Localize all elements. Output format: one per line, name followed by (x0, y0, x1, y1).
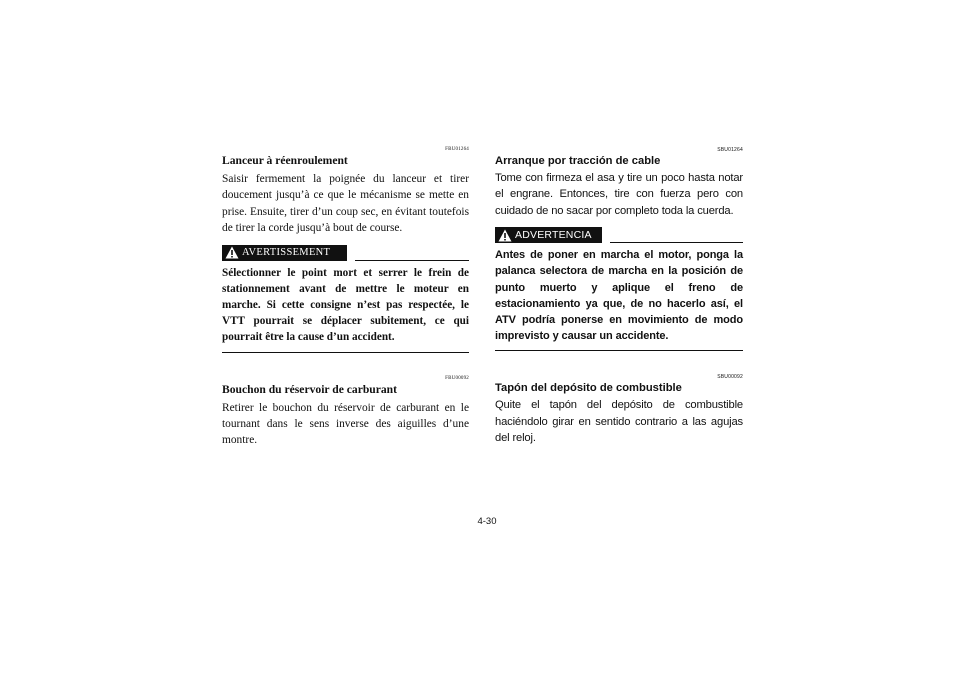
section-code: SBU00092 (717, 374, 743, 381)
section-2 (222, 375, 469, 449)
section-body: Quite el tapón del depósito de combustible haciéndolo girar en sentido contrario a las agujas del reloj. (495, 399, 743, 445)
warning-label: AVERTISSEMENT (242, 247, 331, 259)
warning-rule (355, 260, 469, 261)
warning-triangle-icon (225, 246, 239, 259)
section-body: Tome con firmeza el asa y tire un poco hasta notar el engrane. Entonces, tire con fuerza pero con cuidado de no sacar por completo toda la cuerda. (495, 172, 743, 217)
warning-triangle-icon (498, 229, 512, 242)
section-body: Retirer le bouchon du réservoir de carburant en le tournant dans le sens inverse des aiguilles d’une montre. (222, 401, 469, 447)
warning-label-box (495, 227, 602, 243)
warning-rule (610, 242, 743, 243)
section-2 (495, 373, 743, 446)
french-column (222, 146, 469, 449)
section-code: SBU01264 (717, 147, 743, 153)
section-title: Bouchon du réservoir de carburant (222, 382, 397, 396)
section-title: Lanceur à réenroulement (222, 154, 348, 167)
warning-text: Antes de poner en marcha el motor, ponga la palanca selectora de marcha en la posición de punto muerto y aplique el freno de estacionamiento ya que, de no hacerlo así, el ATV podría ponerse en movimiento de modo imprevisto y causar un accidente. (495, 249, 743, 343)
warning-header (495, 226, 743, 243)
section-code: FBU00092 (445, 375, 469, 381)
section-title: Arranque por tracción de cable (495, 155, 661, 167)
warning-text: Sélectionner le point mort et serrer le frein de stationnement avant de mettre le moteur en marche. Si cette consigne n’est pas respectée, le VTT pourrait se déplacer subitement, ce qui pourrait être la cause d’un accident. (222, 266, 469, 344)
section-code: FBU01264 (445, 147, 469, 152)
warning-label: ADVERTENCIA (515, 229, 592, 242)
section-body: Saisir fermement la poignée du lanceur et tirer doucement jusqu’à ce que le mécanisme se mette en prise. Ensuite, tirer d’un coup sec, en évitant toutefois de tirer la corde jusqu’à bout de course. (222, 173, 469, 235)
warning-end-rule (495, 350, 743, 351)
section-title: Tapón del depósito de combustible (495, 382, 682, 395)
spanish-column (495, 146, 743, 447)
warning-label-box (222, 245, 347, 261)
warning-header (222, 244, 469, 261)
warning-end-rule (222, 352, 469, 353)
page-number: 4-30 (477, 516, 497, 527)
